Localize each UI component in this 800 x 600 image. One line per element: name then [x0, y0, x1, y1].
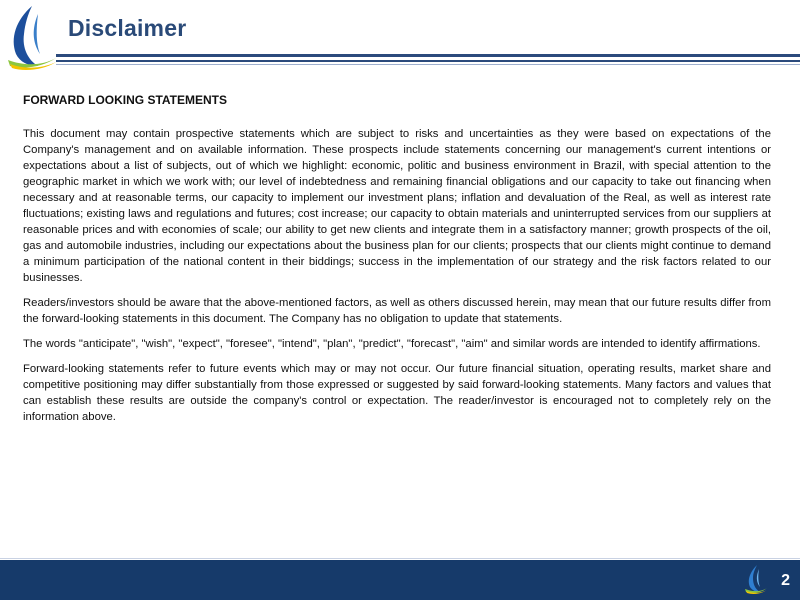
page-number: 2: [781, 572, 790, 589]
header-divider: [56, 54, 800, 57]
page-title: Disclaimer: [68, 15, 187, 41]
paragraph: The words "anticipate", "wish", "expect", "foresee", "intend", "plan", "predict", "forecast", "aim" and similar words are intended to identify affirmations.: [23, 338, 761, 350]
sail-logo-icon: [4, 4, 58, 70]
paragraph: Forward-looking statements refer to future events which may or may not occur. Our future financial situation, operating results, market share and competitive positioning may differ substantially from those expressed or suggested by said forward-looking statements. Many factors and values that can establish these results are outside the company's control or expectation. The reader/investor is encouraged not to completely rely on the information above.: [23, 363, 771, 423]
section-heading: FORWARD LOOKING STATEMENTS: [23, 93, 227, 107]
footer-divider: [0, 558, 800, 559]
paragraph: This document may contain prospective statements which are subject to risks and uncertainties as they were based on expectations of the Company's management and on available information. These prospects include statements concerning our management's current intentions or expectations about a list of subjects, out of which we highlight: economic, politic and business environment in Brazil, with special attention to the geographic market in which we work with; our level of indebtedness and remaining financial obligations and our capacity to take out financing when necessary and at reasonable terms, our capacity to implement our investment plans; inflation and devaluation of the Real, as well as interest rate fluctuations; existing laws and regulations and futures; cost increase; our capacity to obtain materials and uninterrupted services from our suppliers at reasonable prices and with economies of scale; our ability to get new clients and integrate them in a satisfactory manner; growth prospects of the oil, gas and automobile industries, including our expectations about the business plan for our clients; prospects that our clients might continue to demand a minimum participation of the national content in their biddings; success in the implementation of our strategy and the risk factors related to our businesses.: [23, 128, 771, 284]
disclaimer-body: [23, 92, 771, 434]
footer-bar: [0, 560, 800, 600]
paragraph: Readers/investors should be aware that the above-mentioned factors, as well as others discussed herein, may mean that our future results differ from the forward-looking statements in this document. The Company has no obligation to update that statements.: [23, 297, 771, 325]
header-divider: [56, 64, 800, 65]
header-divider: [56, 60, 800, 62]
sail-logo-icon: [744, 564, 768, 594]
